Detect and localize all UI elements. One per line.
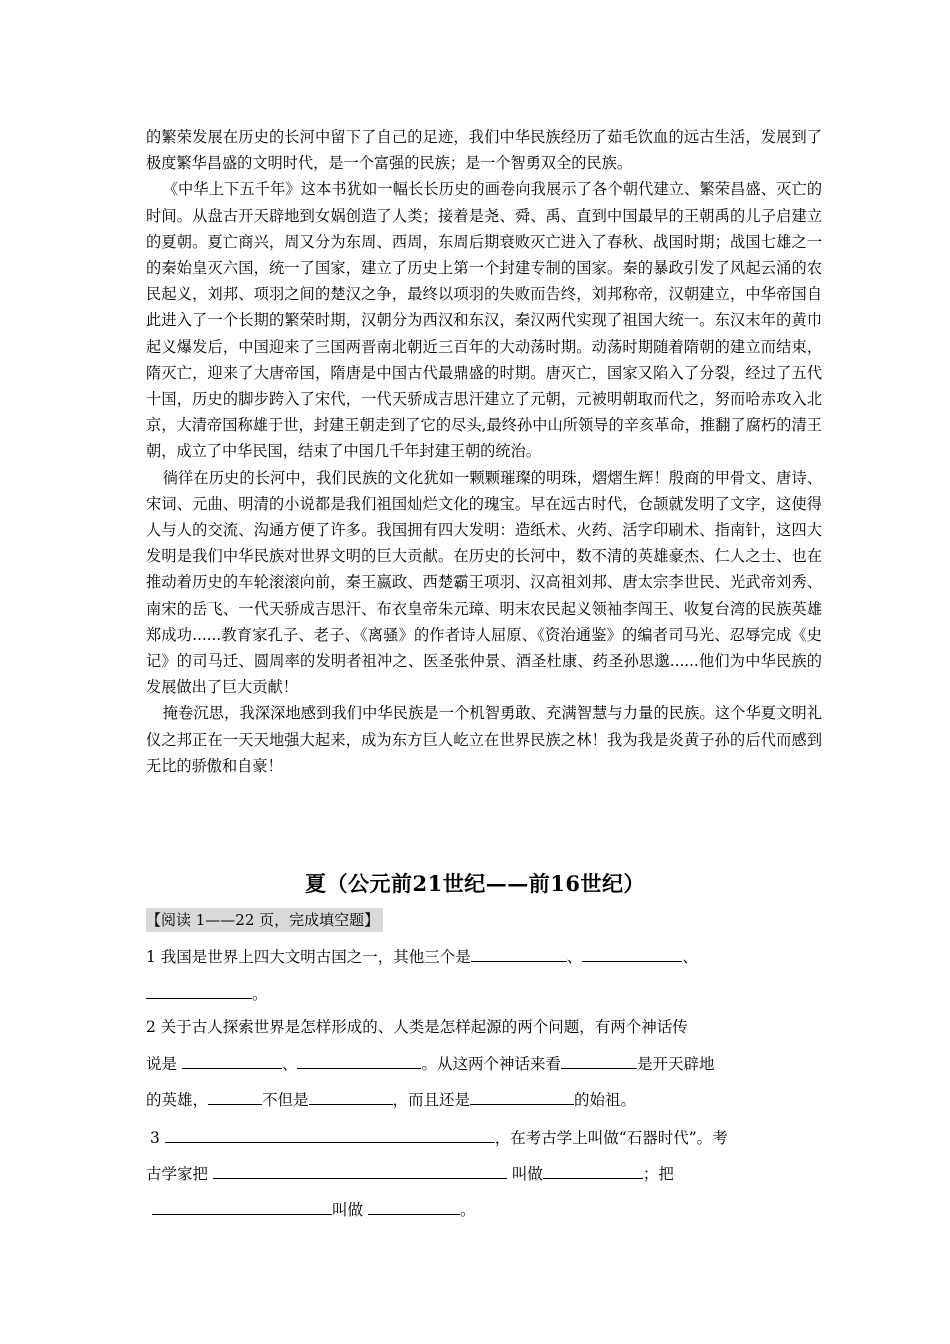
question-text: 是开天辟地 [636,1055,715,1073]
essay-paragraph: 徜徉在历史的长河中，我们民族的文化犹如一颗颗璀璨的明珠，熠熠生辉！殷商的甲骨文、唐诗、宋词、元曲、明清的小说都是我们祖国灿烂文化的瑰宝。早在远古时代，仓颉就发明了文字，这使得人与人的交流、沟通方便了许多。我国拥有四大发明：造纸术、火药、活字印刷术、指南针，这四大发明是我们中华民族对世界文明的巨大贡献。在历史的长河中，数不清的英雄豪杰、仁人之士、也在推动着历史的车轮滚滚向前，秦王嬴政、西楚霸王项羽、汉高祖刘邦、唐太宗李世民、光武帝刘秀、南宋的岳飞、一代天骄成吉思汗、布衣皇帝朱元璋、明末农民起义领袖李闯王、收复台湾的民族英雄郑成功......教育家孔子、老子、《离骚》的作者诗人屈原、《资治通鉴》的编者司马光、忍辱完成《史记》的司马迁、圆周率的发明者祖冲之、医圣张仲景、酒圣杜康、药圣孙思邈......他们为中华民族的发展做出了巨大贡献！ [146,468,822,697]
question-text: 1 我国是世界上四大文明古国之一，其他三个是 [146,948,471,966]
answer-blank [146,980,252,999]
essay-paragraph: 的繁荣发展在历史的长河中留下了自己的足迹，我们中华民族经历了茹毛饮血的远古生活，发展到了极度繁华昌盛的文明时代，是一个富强的民族；是一个智勇双全的民族。 [146,128,822,173]
question-2 [146,1014,822,1040]
question-text: 叫做 [332,1201,368,1219]
answer-blank [543,1160,643,1179]
question-2-cont [146,1050,822,1077]
answer-blank [182,1050,282,1069]
question-text: 2 关于古人探索世界是怎样形成的、人类是怎样起源的两个问题，有两个神话传 [146,1018,688,1036]
question-text: ，而且还是 [392,1091,471,1109]
question-text: 不但是 [262,1091,309,1109]
answer-blank [470,1086,574,1105]
answer-blank [582,943,682,962]
question-text: 3 [150,1129,165,1147]
question-text: 叫做 [506,1165,543,1183]
question-text: 。从这两个神话来看 [421,1055,561,1073]
answer-blank [213,1160,507,1179]
question-text: 说是 [146,1055,182,1073]
answer-blank [152,1196,332,1215]
question-text: 、 [566,948,583,966]
answer-blank [368,1196,460,1215]
question-text: 的英雄， [146,1091,209,1109]
answer-blank [309,1086,393,1105]
question-1 [146,943,822,970]
answer-blank [208,1086,262,1105]
question-text: 、 [281,1055,298,1073]
question-3 [150,1124,826,1151]
section-title: 夏（公元前21世纪——前16世纪） [305,871,645,896]
question-text: 古学家把 [146,1165,213,1183]
answer-blank [561,1050,637,1069]
question-3-cont2 [152,1196,828,1223]
essay-paragraph: 《中华上下五千年》这本书犹如一幅长长历史的画卷向我展示了各个朝代建立、繁荣昌盛、灭亡的时间。从盘古开天辟地到女娲创造了人类；接着是尧、舜、禹、直到中国最早的王朝禹的儿子启建立的夏朝。夏亡商兴，周又分为东周、西周，东周后期衰败灭亡进入了春秋、战国时期；战国七雄之一的秦始皇灭六国，统一了国家，建立了历史上第一个封建专制的国家。秦的暴政引发了风起云涌的农民起义，刘邦、项羽之间的楚汉之争，最终以项羽的失败而告终，刘邦称帝，汉朝建立，中华帝国自此进入了一个长期的繁荣时期，汉朝分为西汉和东汉，秦汉两代实现了祖国大统一。东汉末年的黄巾起义爆发后，中国迎来了三国两晋南北朝近三百年的大动荡时期。动荡时期随着隋朝的建立而结束，隋灭亡，迎来了大唐帝国，隋唐是中国古代最鼎盛的时期。唐灭亡，国家又陷入了分裂，经过了五代十国，历史的脚步跨入了宋代，一代天骄成吉思汗建立了元朝，元被明朝取而代之，努而哈赤攻入北京，大清帝国称雄于世，封建王朝走到了它的尽头,最终孙中山所领导的辛亥革命，推翻了腐朽的清王朝，成立了中华民国，结束了中国几千年封建王朝的统治。 [146,180,822,461]
answer-blank [471,943,567,962]
answer-blank [297,1050,421,1069]
question-1-cont [146,980,822,1007]
question-3-cont [146,1160,822,1187]
question-text: ；把 [642,1165,674,1183]
reading-instruction: 【阅读 1——22 页，完成填空题】 [146,908,383,932]
essay-paragraph: 掩卷沉思，我深深地感到我们中华民族是一个机智勇敢、充满智慧与力量的民族。这个华夏文明礼仪之邦正在一天天地强大起来，成为东方巨人屹立在世界民族之林！我为我是炎黄子孙的后代而感到无比的骄傲和自豪！ [146,704,822,775]
question-text: 、 [682,948,698,966]
question-2-cont2 [146,1086,822,1113]
question-text: 。 [252,985,268,1003]
essay-body [146,124,822,779]
question-text: 。 [459,1201,476,1219]
question-text: ，在考古学上叫做“石器时代”。考 [494,1129,728,1147]
answer-blank [165,1124,495,1143]
question-text: 的始祖。 [574,1091,637,1109]
